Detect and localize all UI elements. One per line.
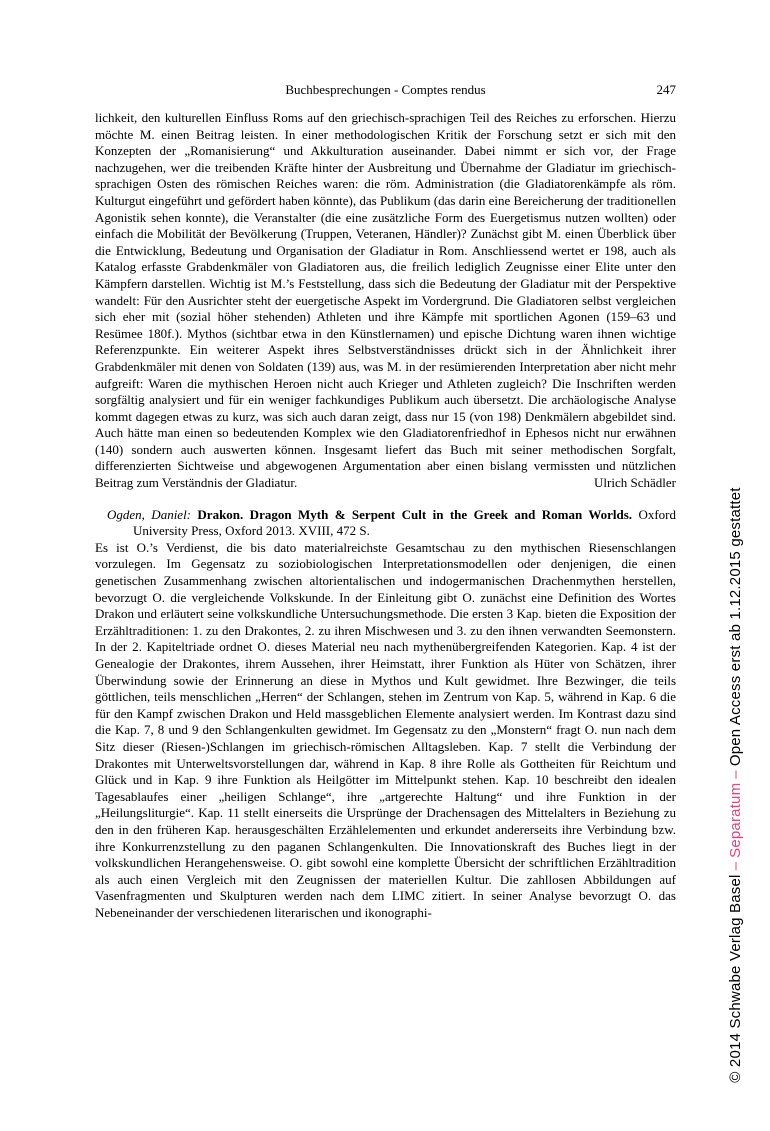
book-imprint: Oxford University Press, Oxford 2013. XVIII, 472 S.	[133, 506, 676, 539]
text-column	[95, 82, 676, 922]
review-heading	[95, 507, 676, 540]
book-author: Ogden, Daniel:	[107, 506, 192, 522]
review-drakon-paragraph: Es ist O.’s Verdienst, die bis dato materialreichste Gesamtschau zu den mythischen Riesenschlangen vorzulegen. Im Gegensatz zu soziobiologischen Interpretationsmodellen oder denjenigen, die einen genetischen Zusammenhang zwischen altorientalischen und indogermanischen Drachenmythen herstellen, bevorzugt O. die vergleichende Volkskunde. In der Einleitung gibt O. zunächst eine Definition des Wortes Drakon und erläutert seine volkskundliche Untersuchungsmethode. Die ersten 3 Kap. bieten die Exposition der Erzähltraditionen: 1. zu den Drakontes, 2. zu ihren Mischwesen und 3. zu den ihnen verwandten Seemonstern. In der 2. Kapiteltriade ordnet O. dieses Material neu nach mythenübergreifenden Kategorien. Kap. 4 ist der Genealogie der Drakontes, ihrem Aussehen, ihrer Heimstatt, ihrer Funktion als Hüter von Schätzen, ihrer Überwindung sowie der Erinnerung an diese in Mythos und Kult gewidmet. Ihre Bezwinger, die teils göttlichen, teils menschlichen „Herren“ der Schlangen, stehen im Zentrum von Kap. 5, während in Kap. 6 die für den Kampf zwischen Drakon und Held massgeblichen Elemente analysiert werden. Im Kontrast dazu sind die Kap. 7, 8 und 9 den Schlangenkulten gewidmet. Im Gegensatz zu den „Monstern“ fragt O. nun nach dem Sitz dieser (Riesen-)Schlangen im griechisch-römischen Alltagsleben. Kap. 7 stellt die Verbindung der Drakontes mit Unterweltsvorstellungen dar, während in Kap. 8 ihre Rolle als Gottheiten für Reichtum und Glück und in Kap. 9 ihre Funktion als Heilgötter im Mittelpunkt stehen. Kap. 10 beschreibt den idealen Tagesablaufes einer „heiligen Schlange“, ihre „artgerechte Haltung“ und ihre Funktion in der „Heilungsliturgie“. Kap. 11 stellt einerseits die Ursprünge der Drachensagen des Mittelalters in Beziehung zu den in den früheren Kap. herausgeschälten Erzählelementen und erkundet andererseits ihre Verbindung bzw. ihre Konkurrenzstellung zu den paganen Schlangenkulten. Die Innovationskraft des Buches liegt in der volkskundlichen Herangehensweise. O. gibt sowohl eine komplette Übersicht der schriftlichen Erzähltradition als auch einen Vergleich mit den Zeugnissen der materiellen Kultur. Die zahllosen Abbildungen auf Vasenfragmenten und Skulpturen werden nach dem LIMC zitiert. In seiner Analyse bevorzugt O. das Nebeneinander der verschiedenen literarischen und ikonographi-	[95, 539, 676, 920]
copyright-text: © 2014 Schwabe Verlag Basel	[727, 874, 744, 1083]
page-number: 247	[656, 82, 676, 97]
copyright-stamp	[727, 465, 747, 1105]
book-title: Drakon. Dragon Myth & Serpent Cult in the Greek and Roman Worlds.	[197, 506, 633, 522]
separatum-label: Separatum	[727, 782, 744, 858]
running-head: Buchbesprechungen - Comptes rendus	[285, 82, 486, 97]
review-gladiatur-paragraph	[95, 110, 676, 492]
dash-separator: –	[727, 770, 744, 779]
reviewer-signature: Ulrich Schädler	[594, 475, 676, 491]
dash-separator: –	[727, 861, 744, 871]
open-access-text: Open Access erst ab 1.12.2015 gestattet	[727, 487, 744, 767]
page-header	[95, 82, 676, 98]
review-gladiatur-text: lichkeit, den kulturellen Einfluss Roms auf den griechisch-sprachigen Teil des Reiches zu erforschen. Hierzu möchte M. einen Beitrag leisten. In einer methodologischen Kritik der Forschung setzt er sich mit den Konzepten der „Romanisierung“ und Akkulturation auseinander. Dabei nimmt er sich vor, der Frage nachzugehen, wer die treibenden Kräfte hinter der Ausbreitung und Übernahme der Gladiatur im griechisch-sprachigen Osten des römischen Reiches waren: die röm. Administration (die Gladiatorenkämpfe als röm. Kulturgut eingeführt und gefördert haben könnte), das Publikum (das darin eine Bereicherung der traditionellen Agonistik sehen konnte), die Veranstalter (die eine zusätzliche Form des Euergetismus nutzen wollten) oder einfach die Mobilität der Bevölkerung (Truppen, Veteranen, Händler)? Zunächst gibt M. einen Überblick über die Entwicklung, Bedeutung und Organisation der Gladiatur in Rom. Anschliessend wertet er 198, auch als Katalog erfasste Grabdenkmäler von Gladiatoren aus, die freilich lediglich Zeugnisse einer Elite unter den Kämpfern darstellen. Wichtig ist M.’s Feststellung, dass sich die Bedeutung der Gladiatur mit der Perspektive wandelt: Für den Ausrichter steht der euergetische Aspekt im Vordergrund. Die Gladiatoren selbst vergleichen sich eher mit (sozial höher stehenden) Athleten und ihre Kämpfe mit sportlichen Agonen (159–63 und Resümee 180f.). Mythos (sichtbar etwa in den Künstlernamen) und epische Dichtung waren ihnen wichtige Referenzpunkte. Ein weiterer Aspekt ihres Selbstverständnisses drückt sich in der Ähnlichkeit ihrer Grabdenkmäler mit denen von Soldaten (139) aus, was M. in der resümierenden Interpretation aber nicht mehr aufgreift: Waren die mythischen Heroen nicht auch Krieger und Athleten zugleich? Die Inschriften werden sorgfältig analysiert und für ein weniger fachkundiges Publikum auch übersetzt. Die archäologische Analyse kommt dagegen etwas zu kurz, was sich auch daran zeigt, dass nur 15 (von 198) Denkmälern abgebildet sind. Auch hätte man einen so bedeutenden Komplex wie den Gladiatorenfriedhof in Ephesos nicht nur erwähnen (140) sondern auch auswerten können. Insgesamt liefert das Buch mit seiner methodischen Sorgfalt, differenzierten Sichtweise und abgewogenen Argumentation aber einen bislang vermissten und nützlichen Beitrag zum Verständnis der Gladiatur.	[95, 110, 676, 491]
